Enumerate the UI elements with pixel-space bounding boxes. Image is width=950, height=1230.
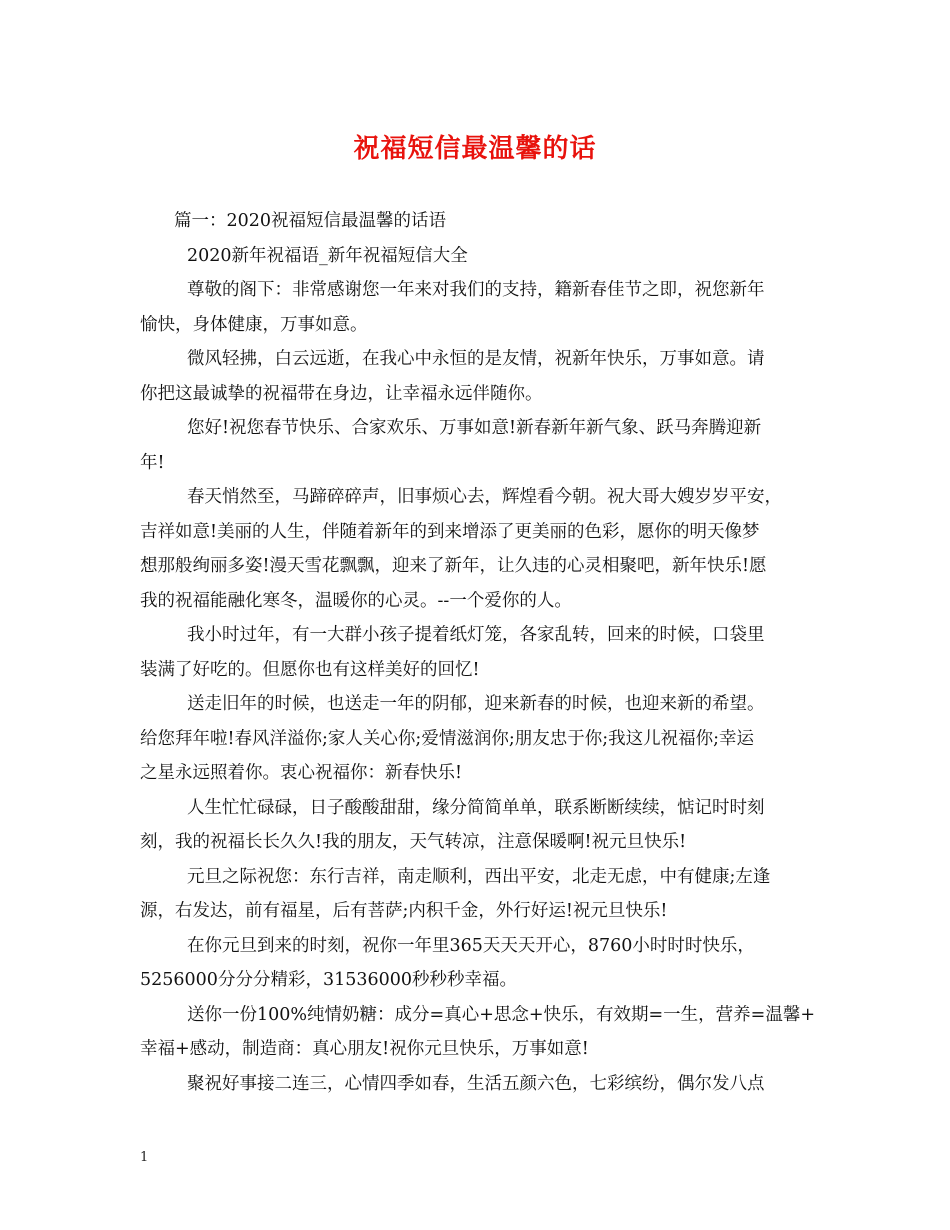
text-line: 源，右发达，前有福星，后有菩萨;内积千金，外行好运!祝元旦快乐!	[140, 901, 668, 921]
document-title: 祝福短信最温馨的话	[353, 134, 597, 164]
text-line: 送走旧年的时候，也送走一年的阴郁，迎来新春的时候，也迎来新的希望。	[187, 694, 765, 714]
text-line: 春天悄然至，马蹄碎碎声，旧事烦心去，辉煌看今朝。祝大哥大嫂岁岁平安，	[187, 487, 782, 507]
text-line: 幸福+感动，制造商：真心朋友!祝你元旦快乐，万事如意!	[140, 1039, 589, 1059]
text-line: 聚祝好事接二连三，心情四季如春，生活五颜六色，七彩缤纷，偶尔发八点	[187, 1073, 765, 1094]
text-line: 元旦之际祝您：东行吉祥，南走顺利，西出平安，北走无虑，中有健康;左逢	[187, 866, 771, 887]
text-line: 之星永远照着你。衷心祝福你：新春快乐!	[140, 763, 463, 783]
document-body	[140, 204, 830, 1101]
page-number: 1	[140, 1150, 149, 1165]
text-line: 吉祥如意!美丽的人生，伴随着新年的到来增添了更美丽的色彩，愿你的明天像梦	[140, 521, 760, 542]
text-line: 送你一份100%纯情奶糖：成分=真心+思念+快乐，有效期=一生，营养=温馨+	[187, 1004, 816, 1025]
text-line: 篇一：2020祝福短信最温馨的话语	[174, 211, 447, 231]
text-line: 2020新年祝福语_新年祝福短信大全	[187, 245, 468, 266]
text-line: 您好!祝您春节快乐、合家欢乐、万事如意!新春新年新气象、跃马奔腾迎新	[187, 418, 762, 438]
text-line: 愉快，身体健康，万事如意。	[140, 314, 368, 335]
text-line: 5256000分分分精彩，31536000秒秒秒幸福。	[140, 970, 518, 990]
text-line: 想那般绚丽多姿!漫天雪花飘飘，迎来了新年，让久违的心灵相聚吧，新年快乐!愿	[140, 556, 767, 576]
text-line: 人生忙忙碌碌，日子酸酸甜甜，缘分简简单单，联系断断续续，惦记时时刻	[187, 797, 765, 818]
text-line: 在你元旦到来的时刻，祝你一年里365天天天开心，8760小时时时快乐，	[187, 935, 755, 956]
text-line: 刻，我的祝福长长久久!我的朋友，天气转凉，注意保暖啊!祝元旦快乐!	[140, 832, 687, 852]
text-line: 你把这最诚挚的祝福带在身边，让幸福永远伴随你。	[140, 383, 543, 404]
text-line: 装满了好吃的。但愿你也有这样美好的回忆!	[140, 659, 480, 680]
text-line: 年!	[140, 452, 165, 473]
text-line: 尊敬的阁下：非常感谢您一年来对我们的支持，籍新春佳节之即，祝您新年	[187, 280, 765, 300]
text-line: 我小时过年，有一大群小孩子提着纸灯笼，各家乱转，回来的时候，口袋里	[187, 625, 765, 645]
text-line: 我的祝福能融化寒冬，温暖你的心灵。--一个爱你的人。	[140, 590, 572, 611]
text-line: 给您拜年啦!春风洋溢你;家人关心你;爱情滋润你;朋友忠于你;我这儿祝福你;幸运	[140, 728, 755, 749]
text-line: 微风轻拂，白云远逝，在我心中永恒的是友情，祝新年快乐，万事如意。请	[187, 349, 765, 369]
